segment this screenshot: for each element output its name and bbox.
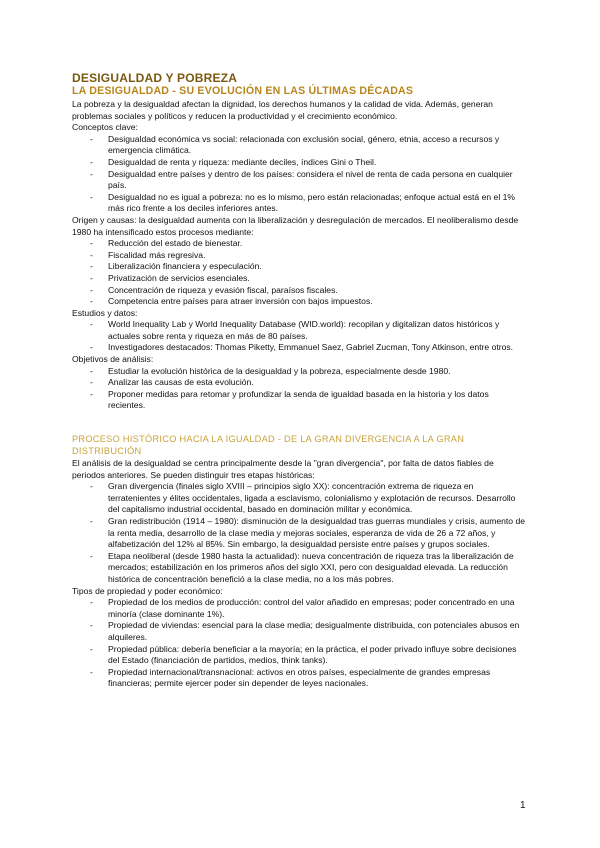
list-item: - Investigadores destacados: Thomas Piketty, Emmanuel Saez, Gabriel Zucman, Tony Atkinson, entre otros. — [72, 342, 528, 354]
section-heading: LA DESIGUALDAD - SU EVOLUCIÓN EN LAS ÚLTIMAS DÉCADAS — [72, 85, 414, 97]
objectives-list — [72, 366, 528, 412]
list-item: - Fiscalidad más regresiva. — [72, 250, 528, 262]
section2-intro: El análisis de la desigualdad se centra principalmente desde la "gran divergencia", por falta de datos fiables de periodos anteriores. Se pueden distinguir tres etapas históricas: — [72, 458, 494, 480]
list-item: - Reducción del estado de bienestar. — [72, 238, 528, 250]
origin-heading: Origen y causas: la desigualdad aumenta con la liberalización y desregulación de mercados. El neoliberalismo desde 1980 ha intensificado estos procesos mediante: — [72, 214, 519, 237]
list-item: - Gran divergencia (finales siglo XVIII – principios siglo XX): concentración extrema de riqueza en terratenientes y élites occidentales, ligada a esclavismo, colonialismo y explotación de recursos. Desarrollo del capitalismo industrial occidental, basado en dominación militar y económica. — [72, 481, 528, 516]
list-item: - Propiedad pública: debería beneficiar a la mayoría; en la práctica, el poder privado influye sobre decisiones del Estado (financiación de partidos, medios, think tanks). — [72, 644, 528, 667]
list-item: - Desigualdad entre países y dentro de los países: considera el nivel de renta de cada persona en cualquier país. — [72, 169, 528, 192]
list-item: - Concentración de riqueza y evasión fiscal, paraísos fiscales. — [72, 285, 528, 297]
stages-list — [72, 481, 528, 585]
concepts-heading: Conceptos clave: — [72, 122, 138, 133]
page-number: 1 — [520, 800, 526, 811]
concepts-list — [72, 134, 528, 215]
origin-list — [72, 238, 528, 308]
list-item: - Desigualdad no es igual a pobreza: no es lo mismo, pero están relacionadas; enfoque actual está en el 1% más rico frente a los deciles inferiores antes. — [72, 192, 528, 215]
list-item: - Desigualdad económica vs social: relacionada con exclusión social, género, etnia, acceso a recursos y emergencia climática. — [72, 134, 528, 157]
document-page — [72, 71, 528, 690]
list-item: - Desigualdad de renta y riqueza: mediante deciles, índices Gini o Theil. — [72, 157, 528, 169]
list-item: - Privatización de servicios esenciales. — [72, 273, 528, 285]
list-item: - World Inequality Lab y World Inequality Database (WID.world): recopilan y digitalizan datos históricos y actuales sobre renta y riqueza en más de 80 países. — [72, 319, 528, 342]
property-list — [72, 597, 528, 690]
objectives-heading: Objetivos de análisis: — [72, 354, 154, 365]
studies-list — [72, 319, 528, 354]
list-item: - Propiedad internacional/transnacional: activos en otros países, especialmente de grandes empresas financieras; permite ejercer poder sin depender de leyes nacionales. — [72, 667, 528, 690]
list-item: - Estudiar la evolución histórica de la desigualdad y la pobreza, especialmente desde 1980. — [72, 366, 528, 378]
intro-paragraph: La pobreza y la desigualdad afectan la dignidad, los derechos humanos y la calidad de vida. Además, generan problemas sociales y políticos y reducen la productividad y el crecimiento económico. — [72, 99, 493, 121]
list-item: - Propiedad de los medios de producción: control del valor añadido en empresas; poder concentrado en una minoría (clase dominante 1%). — [72, 597, 528, 620]
list-item: - Propiedad de viviendas: esencial para la clase media; desigualmente distribuida, con potenciales abusos en alquileres. — [72, 620, 528, 643]
list-item: - Competencia entre países para atraer inversión con bajos impuestos. — [72, 296, 528, 308]
studies-heading: Estudios y datos: — [72, 307, 138, 318]
list-item: - Liberalización financiera y especulación. — [72, 261, 528, 273]
list-item: - Gran redistribución (1914 – 1980): disminución de la desigualdad tras guerras mundiales y crisis, aumento de la renta media, desarrollo de la clase media y mejoras sociales, esperanza de vida de 26 a 72 años, y alfabetización del 12% al 85%. Sin embargo, la desigualdad persiste entre países y grupos sociales. — [72, 516, 528, 551]
list-item: - Etapa neoliberal (desde 1980 hasta la actualidad): nueva concentración de riqueza tras la liberalización de mercados; estabilización en los primeros años del siglo XXI, pero con desigualdad elevada. La reducción histórica de concentración benefició a la clase media, no a los más pobres. — [72, 551, 528, 586]
section-heading: PROCESO HISTÓRICO HACIA LA IGUALDAD - DE LA GRAN DIVERGENCIA A LA GRAN DISTRIBUCIÓN — [72, 434, 465, 456]
list-item: - Analizar las causas de esta evolución. — [72, 377, 528, 389]
property-heading: Tipos de propiedad y poder económico: — [72, 585, 223, 596]
list-item: - Proponer medidas para retomar y profundizar la senda de igualdad basada en la historia y los datos recientes. — [72, 389, 528, 412]
document-title: DESIGUALDAD Y POBREZA — [72, 71, 238, 85]
